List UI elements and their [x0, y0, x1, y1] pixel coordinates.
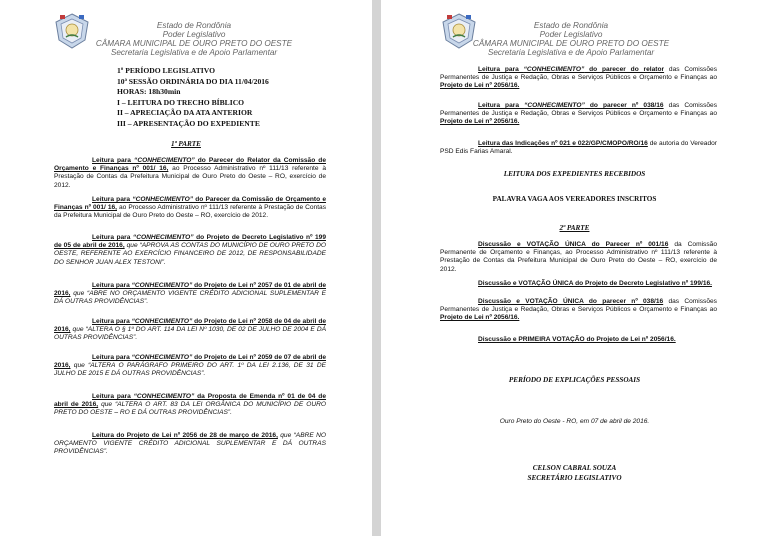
part1-heading: 1ª PARTE — [171, 140, 201, 148]
entry-detail: que “ALTERA O ART. 83 DA LEI ORGÂNICA DO MUNICÍPIO DE OURO PRETO DO OESTE – RO E DÁ OUTRAS PROVIDÊNCIAS”. — [54, 401, 326, 417]
session-title: 10ª SESSÃO ORDINÁRIA DO DIA 11/04/2016 — [117, 76, 269, 86]
entry-lead: Leitura para — [92, 318, 132, 325]
entry-detail: que “ABRE NO ORÇAMENTO VIGENTE CRÉDITO ADICIONAL SUPLEMENTAR E DÁ OUTRAS PROVIDÊNCIAS”. — [54, 432, 326, 456]
entry-subject: do parecer nº 038/16 — [584, 102, 664, 109]
coat-of-arms-icon — [54, 13, 90, 49]
agenda-entry-1 — [54, 157, 326, 190]
document-page-left — [0, 0, 372, 536]
entry-detail: que “APROVA AS CONTAS DO MUNICÍPIO DE OURO PRETO DO OESTE, REFERENTE AO EXERCÍCIO FINANCEIRO DE 2012, DE RESPONSABILIDADE DO SENHOR JUAN ALEX TESTONI”. — [54, 242, 326, 266]
entry-bill: Projeto de Lei nº 2056/16. — [440, 118, 520, 126]
reading-indications — [440, 140, 717, 156]
signer-name: CELSON CABRAL SOUZA — [532, 464, 617, 472]
agenda-entry-5 — [54, 318, 326, 343]
entry-detail: que “ALTERA O PARÁGRAFO PRIMEIRO DO ART. 1º DA LEI 2.136, DE 31 DE JULHO DE 2015 E DÁ OUTRAS PROVIDÊNCIAS”. — [54, 362, 326, 378]
speakers-heading: PALAVRA VAGA AOS VEREADORES INSCRITOS — [492, 195, 657, 203]
part2-heading: 2ª PARTE — [559, 224, 590, 232]
entry-subject: do Projeto de Decreto Legislativo nº 199 de 05 de abril de 2016, — [54, 234, 326, 250]
agenda-entry-8 — [54, 432, 326, 457]
entry-lead: Leitura para — [92, 354, 132, 361]
letterhead-power: Poder Legislativo — [539, 30, 603, 39]
entry-lead: Discussão e PRIMEIRA VOTAÇÃO do Projeto de Lei nº 2056/16. — [478, 336, 676, 343]
session-info — [117, 66, 269, 129]
agenda-entry-6 — [54, 354, 326, 379]
entry-keyword: “CONHECIMENTO” — [131, 354, 193, 361]
entry-subject: do Projeto de Lei nº 2057 de 01 de abril de 2016, — [54, 282, 327, 298]
entry-lead: Discussão e VOTAÇÃO ÚNICA do parecer nº 038/16 — [478, 298, 664, 305]
entry-lead: Leitura para — [92, 196, 133, 203]
document-date: Ouro Preto do Oeste - RO, em 07 de abril de 2016. — [499, 418, 650, 425]
expedientes-heading: LEITURA DOS EXPEDIENTES RECEBIDOS — [503, 170, 646, 178]
letterhead-power: Poder Legislativo — [162, 30, 226, 39]
entry-lead: Leitura para — [92, 282, 132, 289]
entry-lead: Leitura para — [478, 66, 524, 73]
entry-detail: que “ABRE NO ORÇAMENTO VIGENTE CRÉDITO ADICIONAL SUPLEMENTAR E DÁ OUTRAS PROVIDÊNCIAS”. — [54, 290, 326, 306]
letterhead-state: Estado de Rondônia — [533, 21, 609, 30]
letterhead-secretariat: Secretaria Legislativa e de Apoio Parlamentar — [110, 48, 278, 57]
entry-keyword: “CONHECIMENTO” — [131, 282, 193, 289]
entry-lead: Leitura para — [92, 393, 134, 400]
entry-keyword: “CONHECIMENTO” — [131, 318, 193, 325]
entry-keyword: “CONHECIMENTO” — [134, 157, 195, 164]
entry-keyword: “CONHECIMENTO” — [524, 102, 585, 109]
entry-detail: da Comissão Permanente de Orçamento e Finanças, ao Processo Administrativo nº 111/13 referente à Prestação de Contas da Prefeitura Municipal de Ouro Preto do Oeste – RO, exercício de 2012. — [440, 241, 717, 273]
vote-decree-199 — [440, 280, 717, 288]
entry-detail: das Comissões Permanentes de Justiça e Redação, Obras e Serviços Públicos e Orçamento e Finanças ao — [440, 66, 717, 82]
entry-lead: Leitura do Projeto de Lei nº 2056 de 28 de março de 2016, — [92, 432, 278, 439]
entry-lead: Discussão e VOTAÇÃO ÚNICA do Projeto de Decreto Legislativo nº 199/16. — [478, 280, 712, 287]
entry-subject: do Projeto de Lei nº 2058 de 04 de abril de 2016, — [54, 318, 327, 334]
entry-subject: do Parecer do Relator da Comissão de Orçamento e Finanças nº 001/ 16, — [54, 157, 326, 173]
letterhead-state: Estado de Rondônia — [156, 21, 232, 30]
explanations-heading: PERÍODO DE EXPLICAÇÕES PESSOAIS — [508, 376, 641, 384]
entry-keyword: “CONHECIMENTO” — [132, 234, 194, 241]
vote-bill-2056 — [440, 336, 717, 344]
letterhead-chamber: CÂMARA MUNICIPAL DE OURO PRETO DO OESTE — [472, 39, 670, 48]
agenda-entry-7 — [54, 393, 326, 418]
entry-lead: Discussão e VOTAÇÃO ÚNICA do Parecer nº 001/16 — [478, 241, 669, 248]
entry-keyword: “CONHECIMENTO” — [132, 196, 194, 203]
entry-detail: das Comissões Permanentes de Justiça e Redação, Obras e Serviços Públicos e Orçamento e Finanças ao — [440, 298, 717, 314]
signer-title: SECRETÁRIO LEGISLATIVO — [527, 474, 622, 482]
session-hours: HORAS: 18h30min — [117, 87, 181, 96]
letterhead — [94, 21, 294, 57]
document-page-right — [381, 0, 768, 536]
entry-subject: da Proposta de Emenda nº 01 de 04 de abril de 2016, — [54, 393, 327, 409]
agenda-entry-4 — [54, 282, 326, 307]
reading-opinion-038 — [440, 102, 717, 127]
entry-detail: ao Processo Administrativo nº 111/13 referente à Prestação de Contas da Prefeitura Municipal de Ouro Preto do Oeste – RO, exercício de 2012. — [54, 165, 326, 189]
vote-opinion-038 — [440, 298, 717, 323]
entry-detail: que “ALTERA O § 1º DO ART. 114 DA LEI Nº 1030, DE 02 DE JULHO DE 2004 E DÁ OUTRAS PROVIDÊNCIAS”. — [54, 326, 326, 342]
entry-lead: Leitura para — [92, 157, 135, 164]
entry-lead: Leitura para — [478, 102, 525, 109]
entry-keyword: “CONHECIMENTO” — [133, 393, 195, 400]
letterhead — [471, 21, 671, 57]
entry-keyword: “CONHECIMENTO” — [523, 66, 585, 73]
entry-detail: ao Processo Administrativo nº 111/13 referente à Prestação de Contas da Prefeitura Municipal de Ouro Preto do Oeste – RO, exercício de 2012. — [54, 204, 327, 220]
entry-bill: Projeto de Lei nº 2056/16. — [440, 314, 520, 322]
entry-detail: das Comissões Permanentes de Justiça e Redação, Obras e Serviços Públicos e Orçamento e Finanças ao — [440, 102, 717, 118]
entry-subject: do parecer do relator — [584, 66, 665, 73]
entry-lead: Leitura para — [92, 234, 133, 241]
agenda-entry-3 — [54, 234, 326, 267]
reading-rapporteur-opinion — [440, 66, 717, 91]
session-period: 1º PERÍODO LEGISLATIVO — [117, 66, 215, 75]
agenda-entry-2 — [54, 196, 326, 221]
entry-subject: do Projeto de Lei nº 2059 de 07 de abril de 2016, — [54, 354, 327, 370]
agenda-item-2: II – APRECIAÇÃO DA ATA ANTERIOR — [117, 108, 253, 117]
entry-lead: Leitura das Indicações nº 021 e 022/GP/CMOPO/RO/16 — [478, 140, 648, 147]
agenda-item-3: III – APRESENTAÇÃO DO EXPEDIENTE — [117, 118, 260, 128]
entry-subject: do Parecer da Comissão de Orçamento e Finanças nº 001/ 16, — [54, 196, 327, 212]
entry-detail: de autoria do Vereador PSD Edis Farias Amaral. — [440, 140, 718, 156]
agenda-item-1: I – LEITURA DO TRECHO BÍBLICO — [117, 97, 245, 107]
vote-opinion-001 — [440, 241, 717, 274]
entry-bill: Projeto de Lei nº 2056/16. — [440, 82, 520, 90]
letterhead-secretariat: Secretaria Legislativa e de Apoio Parlamentar — [487, 48, 655, 57]
letterhead-chamber: CÂMARA MUNICIPAL DE OURO PRETO DO OESTE — [95, 39, 293, 48]
